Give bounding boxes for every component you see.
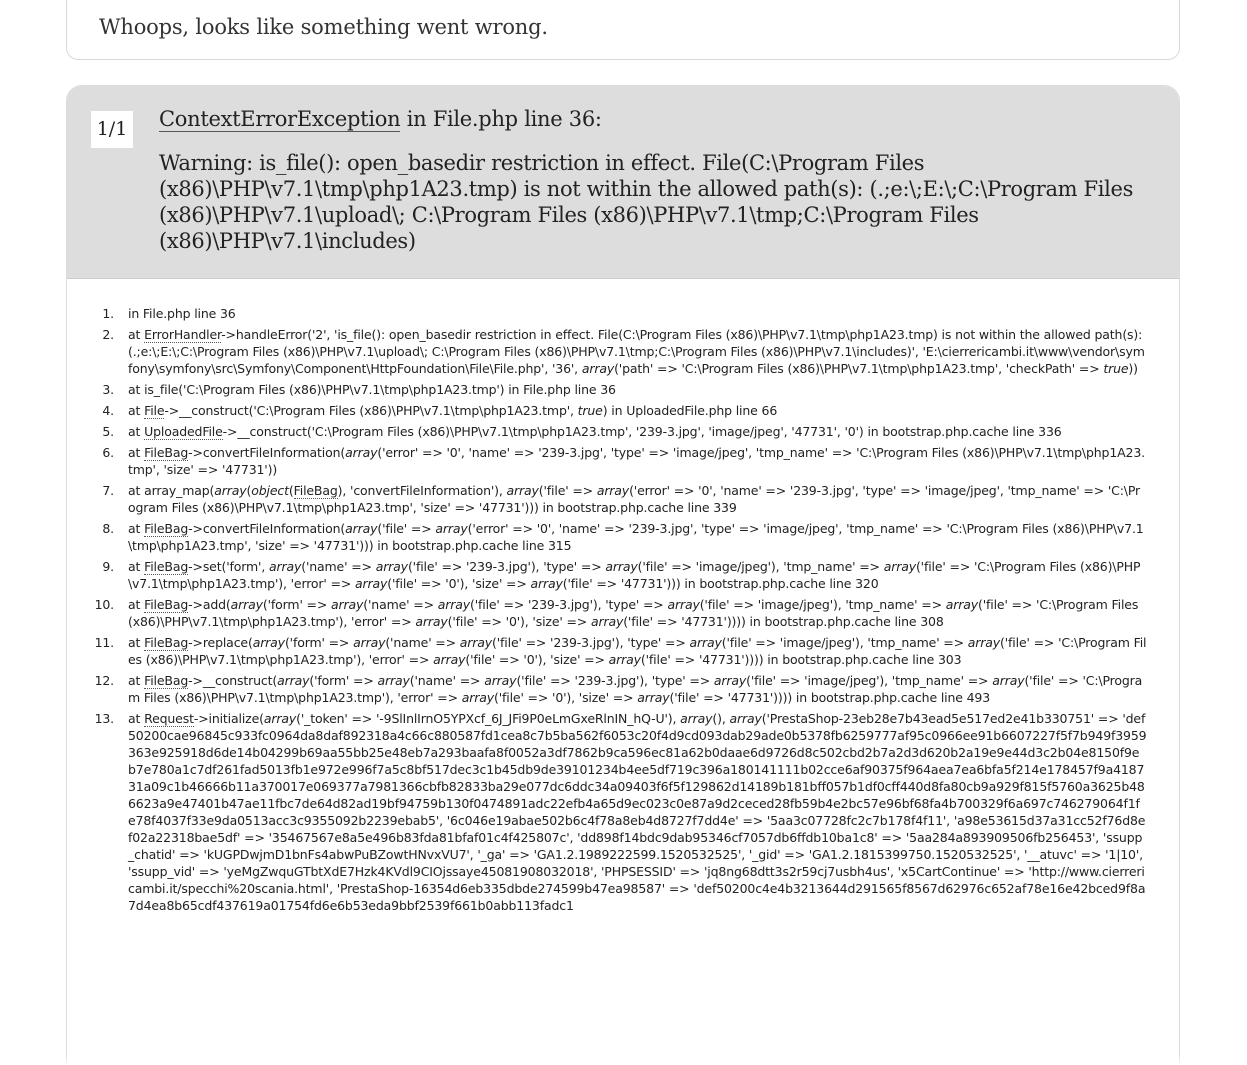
trace-keyword: array: [268, 559, 302, 574]
trace-keyword: array: [377, 673, 410, 688]
trace-item: [67, 634, 1180, 668]
trace-text: at: [128, 424, 145, 439]
trace-keyword: array: [506, 483, 539, 498]
trace-keyword: array: [263, 711, 297, 726]
trace-text: ('path' => 'C:\Program Files (x86)\PHP\v7.1\tmp\php1A23.tmp', 'checkPath' =>: [614, 361, 1104, 376]
trace-keyword: array: [883, 559, 916, 574]
trace-item-number: 6.: [102, 445, 114, 460]
trace-text: ->add(: [188, 597, 231, 612]
trace-keyword: array: [713, 673, 747, 688]
trace-item: [67, 305, 1180, 322]
trace-keyword: array: [415, 614, 448, 629]
trace-class-name[interactable]: FileBag: [144, 597, 189, 612]
trace-class-name[interactable]: File: [144, 403, 165, 418]
trace-keyword: array: [437, 597, 470, 612]
trace-item-number: 13.: [94, 711, 114, 726]
trace-text: at: [128, 559, 145, 574]
trace-text: at array_map(: [128, 483, 215, 498]
trace-text: ->handleError('2', 'is_file(): open_basedir restriction in effect. File(C:\Program Files (x86)\PHP\v7.1\tmp\php1A23.tmp) is not within the allowed path(s): (.;e:\;E:\;C:\Program Files (x86)\PHP\v7.1\upload\; C:\Program Files (x86)\PHP\v7.1\tmp;C:\Program Files (x86)\PHP\v7.1\includes)', 'E:\cierrericambi.it\www\vendor\symfony\symfony\src\Symfony\Component\HttpFoundation\File\File.php', '36',: [128, 327, 1145, 376]
trace-keyword: array: [484, 673, 517, 688]
trace-text: ('file' => '47731')))) in bootstrap.php.cache line 308: [623, 614, 944, 629]
trace-text: at: [128, 445, 145, 460]
trace-keyword: array: [353, 635, 386, 650]
trace-class-name[interactable]: FileBag: [293, 483, 338, 498]
trace-item: [67, 482, 1180, 516]
exception-title: [159, 107, 602, 131]
trace-text: ('file' => 'C:\Program Files (x86)\PHP\v7.1\tmp\php1A23.tmp'), 'error' =>: [128, 597, 1139, 629]
trace-item-number: 4.: [102, 403, 114, 418]
trace-text: ->replace(: [188, 635, 253, 650]
trace-text: ->__construct('C:\Program Files (x86)\PHP\v7.1\tmp\php1A23.tmp',: [164, 403, 578, 418]
trace-text: at: [128, 403, 145, 418]
trace-item-number: 2.: [102, 327, 114, 342]
trace-text: ('file' => '239-3.jpg'), 'type' =>: [469, 597, 668, 612]
trace-text: ->__construct('C:\Program Files (x86)\PHP\v7.1\tmp\php1A23.tmp', '239-3.jpg', 'image/jpeg', '47731', '0') in bootstrap.php.cache line 336: [222, 424, 1062, 439]
trace-text: at: [128, 327, 145, 342]
trace-text: ('file' =>: [377, 521, 436, 536]
trace-text: ('file' => 'C:\Program Files (x86)\PHP\v7.1\tmp\php1A23.tmp'), 'error' =>: [128, 635, 1147, 667]
trace-keyword: true: [577, 403, 603, 418]
trace-keyword: array: [214, 483, 247, 498]
trace-item-number: 8.: [102, 521, 114, 536]
trace-text: ('error' => '0', 'name' => '239-3.jpg', 'type' => 'image/jpeg', 'tmp_name' => 'C:\Program Files (x86)\PHP\v7.1\tmp\php1A23.tmp', 'size' => '47731')): [128, 445, 1145, 477]
trace-keyword: array: [667, 597, 700, 612]
trace-item-number: 9.: [102, 559, 114, 574]
trace-item-number: 10.: [94, 597, 114, 612]
trace-keyword: array: [345, 445, 378, 460]
trace-item-number: 5.: [102, 424, 114, 439]
trace-text: ('file' => 'image/jpeg'), 'tmp_name' =>: [699, 597, 946, 612]
trace-item: [67, 710, 1180, 914]
trace-text: ) in UploadedFile.php line 66: [602, 403, 778, 418]
exception-block: [66, 85, 1180, 1065]
bottom-fade: [0, 1055, 1247, 1065]
trace-text: ('file' =>: [538, 483, 597, 498]
trace-text: ('file' => '47731')))) in bootstrap.php.cache line 303: [640, 652, 962, 667]
trace-text: ('name' =>: [301, 559, 376, 574]
trace-class-name[interactable]: FileBag: [144, 521, 189, 536]
trace-keyword: array: [605, 559, 638, 574]
trace-text: ('form' =>: [309, 673, 378, 688]
trace-class-name[interactable]: FileBag: [144, 635, 189, 650]
trace-keyword: true: [1103, 361, 1129, 376]
trace-text: ('error' => '0', 'name' => '239-3.jpg', 'type' => 'image/jpeg', 'tmp_name' => 'C:\Program Files (x86)\PHP\v7.1\tmp\php1A23.tmp', 'size' => '47731'))) in bootstrap.php.cache line 339: [128, 483, 1141, 515]
trace-text: ('file' => '47731')))) in bootstrap.php.cache line 493: [669, 690, 991, 705]
stack-trace-list: [67, 305, 1180, 918]
trace-keyword: array: [355, 576, 388, 591]
trace-item: [67, 402, 1180, 419]
trace-keyword: object: [251, 483, 289, 498]
trace-keyword: array: [345, 521, 378, 536]
trace-text: ('error' => '0', 'name' => '239-3.jpg', 'type' => 'image/jpeg', 'tmp_name' => 'C:\Program Files (x86)\PHP\v7.1\tmp\php1A23.tmp', 'size' => '47731'))) in bootstrap.php.cache line 315: [128, 521, 1144, 553]
trace-text: ('file' => '0'), 'size' =>: [447, 614, 591, 629]
trace-text: ('file' => 'C:\Program Files (x86)\PHP\v7.1\tmp\php1A23.tmp'), 'error' =>: [128, 673, 1143, 705]
trace-class-name[interactable]: Request: [144, 711, 194, 726]
trace-text: at is_file('C:\Program Files (x86)\PHP\v7.1\tmp\php1A23.tmp') in File.php line 36: [128, 382, 616, 397]
page-heading: Whoops, looks like something went wrong.: [99, 15, 548, 39]
trace-keyword: array: [277, 673, 310, 688]
trace-class-name[interactable]: ErrorHandler: [144, 327, 222, 342]
exception-class-name[interactable]: ContextErrorException: [159, 107, 401, 131]
exception-message: Warning: is_file(): open_basedir restriction in effect. File(C:\Program Files (x86)\PHP\v7.1\tmp\php1A23.tmp) is not within the allowed path(s): (.;e:\;E:\;C:\Program Files (x86)\PHP\v7.1\upload\; C:\Program Files (x86)\PHP\v7.1\tmp;C:\Program Files (x86)\PHP\v7.1\includes): [159, 151, 1134, 253]
trace-keyword: array: [459, 635, 493, 650]
trace-text: ('file' => '0'), 'size' =>: [494, 690, 638, 705]
trace-keyword: array: [581, 361, 615, 376]
trace-item-number: 7.: [102, 483, 114, 498]
trace-keyword: array: [590, 614, 624, 629]
trace-keyword: array: [433, 652, 466, 667]
trace-text: ('file' => '0'), 'size' =>: [465, 652, 609, 667]
trace-keyword: array: [689, 635, 722, 650]
trace-text: at: [128, 635, 145, 650]
exception-counter: 1/1: [91, 111, 133, 148]
trace-keyword: array: [375, 559, 408, 574]
trace-text: )): [1128, 361, 1138, 376]
error-header-box: [66, 0, 1180, 60]
trace-text: in File.php line 36: [128, 306, 236, 321]
trace-keyword: array: [230, 597, 263, 612]
trace-text: ('PrestaShop-23eb28e7b43ead5e517ed2e41b330751' => 'def50200cae96845c933fc0964da8daf892318a4c66c880587fd1cea8c7b5ba562f6053c20f4d9cd093dab29ade0b5378fb6259777af95c0966ee91b6607227f5f7b949f3959363e925918d6de14b04299b69aa55bb25e48eb7a293baafa8f0052a3df7862b9ca596ec81a62b0daae6d9726d8c502cbd2b7a2d3d620b2a19e9e44d3c2b04e8150f9eb7e780a1c7df261fad5013fb1e972e996f7a5c8bf517dec3c1b45db9de39101234b4ee5df719c396a180141111b02cce6af90375f964aea7ea6bfa5f214e178457f9a418731a09c1b46666b11a370017e069377a7981366cbfb82833ba29e077dc6ddc34a09403f6f5f129862d14189b181bff057b1df0cff440d8fa80cb9a929f815f5760a3625b486623a9e47401b47ae11fbc7de64d82ad19bf94759b130f0474891adc22efb4a65d9ec023c0e87a9d2ceced28fb59b4e2bc57e96bf68fa4b700329f6a697c746279064f1fe78f4037f33e9da0513acc3c9355092b2239ebab5', '6c046e19abae502b6c4f78a8eb4d8727f7dd4e' => '5aa3c07728fc2c7b178f4f11', 'a98e53615d37a31cc52f76d8ef02a22318bae5df' => '35467567e8a5e496b83fda81bfaf01c4f425807c', 'dd898f14bdc9dab95346cf7057db6ffdb10ba1c8' => '5aa284a893909506fb256453', 'ssupp_chatid' => 'kUGPDwjmD1bnFs4abwPuBZowtHNvxVU7', '_ga' => 'GA1.2.1989222599.1520532525', '_gid' => 'GA1.2.1815399750.1520532525', '__atuvc' => '1|10', 'ssupp_vid' => 'yeMgZwquGTbtXdE7Hzk4KVdl9CIOjssaye45081908032018', 'PHPSESSID' => 'jq8ng68dtt3s2r59cj7usbh4us', 'x5CartContinue' => 'http://www.cierrericambi.it/specchi%20scania.html', 'PrestaShop-16354d6eb335dbde274599b47ea98587' => 'def50200c4e4b3213644d291565f8567d62976c652af78e16e42bced9f8a7d4ea8b65cdf437619a01754fd6e6b53eda9bbf2539f661b0abb113fadc1: [128, 711, 1147, 913]
trace-text: ('file' => 'C:\Program Files (x86)\PHP\v7.1\tmp\php1A23.tmp'), 'error' =>: [128, 559, 1141, 591]
trace-keyword: array: [967, 635, 1001, 650]
trace-text: (: [246, 483, 252, 498]
trace-item-number: 1.: [102, 306, 114, 321]
exception-summary: [67, 86, 1179, 279]
trace-keyword: array: [608, 652, 641, 667]
trace-text: ('file' => 'image/jpeg'), 'tmp_name' =>: [637, 559, 884, 574]
trace-keyword: array: [252, 635, 285, 650]
trace-item: [67, 672, 1180, 706]
trace-keyword: array: [945, 597, 978, 612]
trace-text: ('name' =>: [363, 597, 438, 612]
trace-keyword: array: [637, 690, 670, 705]
trace-keyword: array: [461, 690, 494, 705]
trace-keyword: array: [435, 521, 468, 536]
trace-text: ('file' => '239-3.jpg'), 'type' =>: [516, 673, 714, 688]
trace-item: [67, 326, 1180, 377]
exception-location: in File.php line 36:: [400, 107, 602, 131]
trace-keyword: array: [331, 597, 364, 612]
trace-keyword: array: [680, 711, 713, 726]
trace-text: ('file' => 'image/jpeg'), 'tmp_name' =>: [721, 635, 968, 650]
trace-text: ('form' =>: [262, 597, 332, 612]
trace-text: ('file' => '239-3.jpg'), 'type' =>: [407, 559, 606, 574]
trace-item: [67, 444, 1180, 478]
trace-text: (: [288, 483, 294, 498]
trace-text: ->convertFileInformation(: [188, 445, 346, 460]
trace-item: [67, 596, 1180, 630]
trace-item-number: 3.: [102, 382, 114, 397]
trace-text: at: [128, 521, 145, 536]
trace-text: ('file' => '0'), 'size' =>: [387, 576, 531, 591]
trace-text: ('file' => 'image/jpeg'), 'tmp_name' =>: [746, 673, 993, 688]
trace-keyword: array: [596, 483, 630, 498]
trace-text: ), 'convertFileInformation'),: [337, 483, 507, 498]
trace-keyword: array: [729, 711, 762, 726]
trace-class-name[interactable]: FileBag: [144, 445, 189, 460]
trace-class-name[interactable]: FileBag: [144, 559, 189, 574]
trace-text: at: [128, 597, 145, 612]
trace-text: ('name' =>: [409, 673, 485, 688]
trace-text: ('_token' => '-9SlInlIrnO5YPXcf_6J_JFi9P0eLmGxeRlnIN_hQ-U'),: [296, 711, 681, 726]
trace-keyword: array: [530, 576, 563, 591]
trace-item: [67, 558, 1180, 592]
trace-text: (),: [712, 711, 730, 726]
trace-item: [67, 520, 1180, 554]
trace-item-number: 12.: [94, 673, 114, 688]
trace-text: ('form' =>: [284, 635, 354, 650]
trace-text: ->set('form',: [188, 559, 269, 574]
trace-text: ->__construct(: [188, 673, 278, 688]
trace-item: [67, 423, 1180, 440]
trace-text: ('name' =>: [385, 635, 460, 650]
trace-text: ->convertFileInformation(: [188, 521, 346, 536]
trace-keyword: array: [992, 673, 1025, 688]
trace-text: ->initialize(: [193, 711, 264, 726]
trace-text: ('file' => '239-3.jpg'), 'type' =>: [492, 635, 690, 650]
trace-text: ('file' => '47731'))) in bootstrap.php.cache line 320: [562, 576, 879, 591]
trace-text: at: [128, 711, 145, 726]
trace-item: [67, 381, 1180, 398]
trace-item-number: 11.: [94, 635, 114, 650]
trace-class-name[interactable]: UploadedFile: [144, 424, 223, 439]
trace-text: at: [128, 673, 145, 688]
trace-class-name[interactable]: FileBag: [144, 673, 189, 688]
